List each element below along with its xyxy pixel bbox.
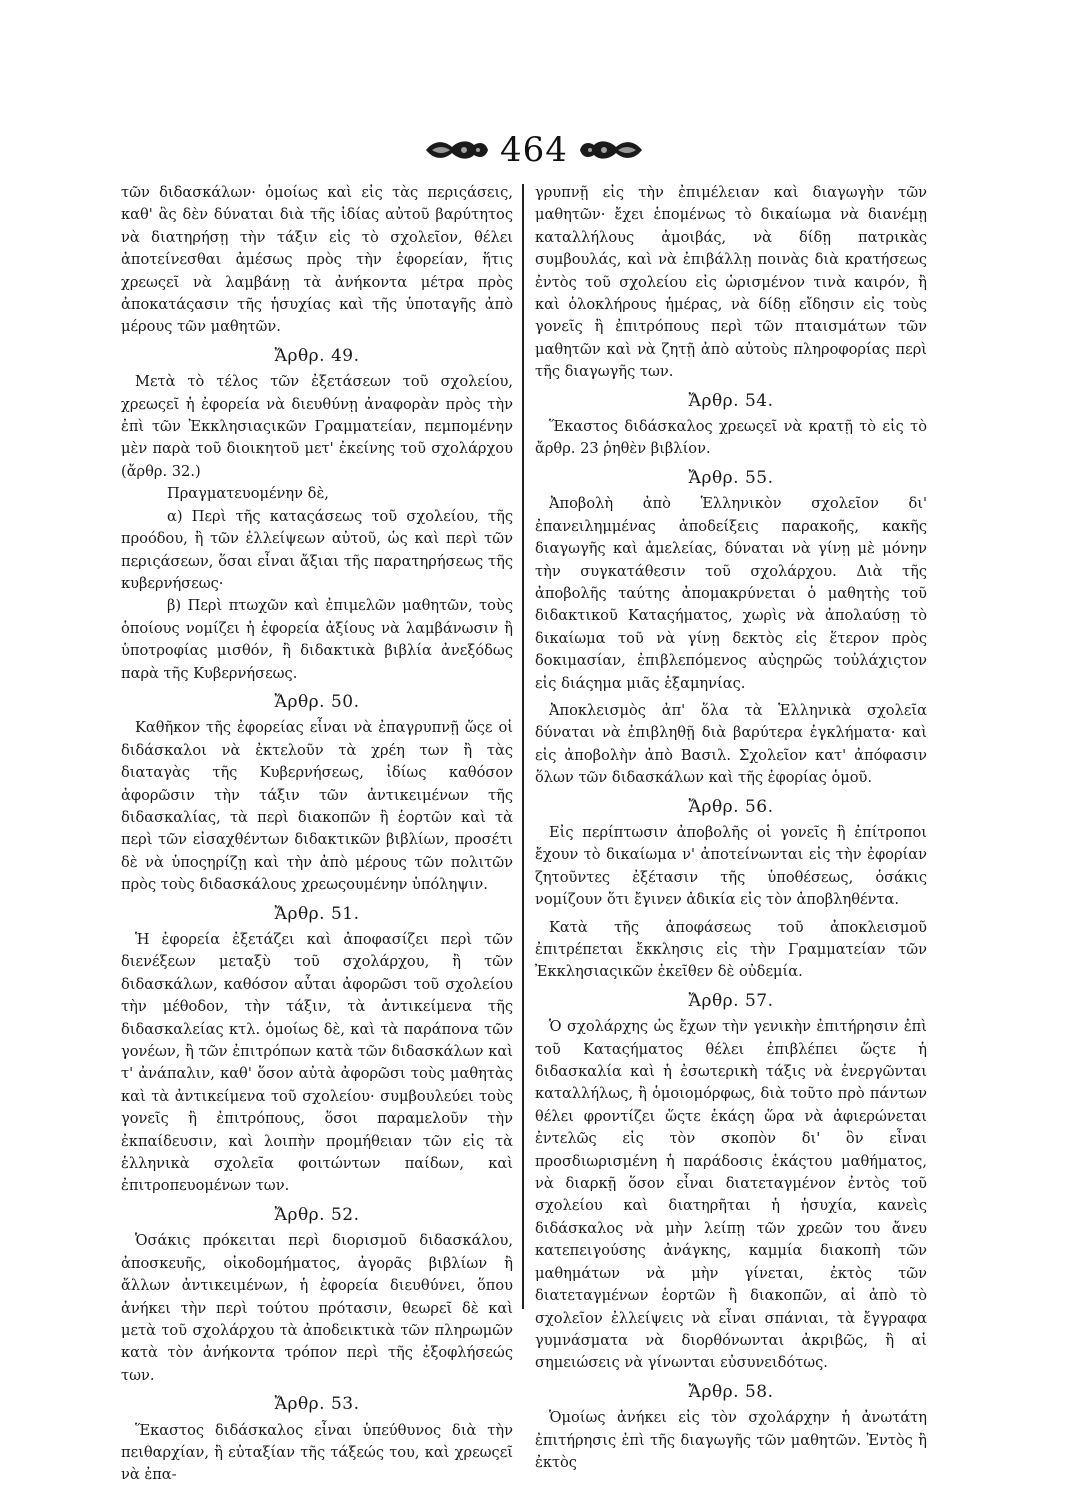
paragraph: Ἀποκλεισμὸς ἀπ' ὅλα τὰ Ἑλληνικὰ σχολεῖα δύναται νὰ ἐπιβληθῇ διὰ βαρύτερα ἐγκλήματα· καὶ εἰς ἀποβολὴν ἀπὸ Βασιλ. Σχολεῖον κατ' ἀπόφασιν ὅλων τῶν διδασκάλων καὶ τῆς ἐφορίας ὁμοῦ. xyxy=(535,701,927,787)
paragraph: Εἰς περίπτωσιν ἀποβολῆς οἱ γονεῖς ἢ ἐπίτροποι ἔχουν τὸ δικαίωμα ν' ἀποτείνωνται εἰς τὴν ἐφορίαν ζητοῦντες ἐξέτασιν τῆς ὑποθέσεως, ὁσάκις νομίζουν ὅτι ἔγινεν ἀδικία εἰς τὸν ἀποβληθέντα. xyxy=(535,823,927,909)
list-item: α) Περὶ τῆς καταςάσεως τοῦ σχολείου, τῆς προόδου, ἢ τῶν ἐλλείψεων αὐτοῦ, ὡς καὶ περὶ τῶν περιςάσεων, ὅσαι εἶναι ἄξιαι τῆς παρατηρήσεως τῆς κυβερνήσεως· xyxy=(121,507,513,592)
left-ornament-icon xyxy=(424,137,490,163)
paragraph: τῶν διδασκάλων· ὁμοίως καὶ εἰς τὰς περιςάσεις, καθ' ἃς δὲν δύναται διὰ τῆς ἰδίας αὐτοῦ βαρύτητος νὰ διατηρήσῃ τὴν τάξιν εἰς τὸ σχολεῖον, θέλει ἀποτείνεσθαι ἀμέσως πρὸς τὴν ἐφορείαν, ἥτις χρεωςεῖ νὰ λαμβάνῃ τὰ ἀνήκοντα μέτρα πρὸς ἀποκατάςασιν τῆς ἡσυχίας καὶ τῆς ὑποταγῆς ἀπὸ μέρους τῶν μαθητῶν. xyxy=(121,184,513,336)
article-heading: Ἄρθρ. 49. xyxy=(274,345,360,366)
article-heading: Ἄρθρ. 55. xyxy=(688,467,774,488)
paragraph: Ὁσάκις πρόκειται περὶ διορισμοῦ διδασκάλου, ἀποσκευῆς, οἰκοδομήματος, ἀγορᾶς βιβλίων ἢ ἄλλων ἀντικειμένων, ἡ ἐφορεία διευθύνει, ὅπου ἀνήκει τὴν περὶ τούτου πρότασιν, θεωρεῖ δὲ καὶ μετὰ τοῦ σχολάρχου τὰ ἀποδεικτικὰ τῶν πληρωμῶν κατὰ τὸν ἀνήκοντα τρόπον περὶ τῆς ἐξοφλήσεώς των. xyxy=(121,1232,513,1384)
paragraph: γρυπνῇ εἰς τὴν ἐπιμέλειαν καὶ διαγωγὴν τῶν μαθητῶν· ἔχει ἑπομένως τὸ δικαίωμα νὰ διανέμῃ καταλλήλους ἀμοιβάς, νὰ δίδῃ πατρικὰς συμβουλάς, καὶ νὰ ἐπιβάλλῃ ποινὰς διὰ κρατήσεως ἐντὸς τοῦ σχολείου εἰς ὡρισμένον τινὰ καιρόν, ἢ καὶ ὁλοκλήρους ἡμέρας, νὰ δίδῃ εἴδησιν εἰς τοὺς γονεῖς ἢ ἐπιτρόπους περὶ τῶν πταισμάτων τῶν μαθητῶν καὶ νὰ ζητῇ ἀπὸ αὐτοὺς πληροφορίας περὶ τῆς διαγωγῆς των. xyxy=(535,184,927,381)
column-divider xyxy=(522,184,524,1309)
article-heading: Ἄρθρ. 54. xyxy=(688,390,774,411)
article-heading: Ἄρθρ. 58. xyxy=(688,1381,774,1402)
left-column xyxy=(121,182,513,1487)
paragraph: Ἕκαστος διδάσκαλος χρεωςεῖ νὰ κρατῇ τὸ εἰς τὸ ἄρθρ. 23 ῥηθὲν βιβλίον. xyxy=(535,418,927,458)
page-header xyxy=(0,128,1068,172)
paragraph: Ὁμοίως ἀνήκει εἰς τὸν σχολάρχην ἡ ἀνωτάτη ἐπιτήρησις ἐπὶ τῆς διαγωγῆς τῶν μαθητῶν. Ἐντὸς ἢ ἐκτὸς xyxy=(535,1409,927,1471)
article-heading: Ἄρθρ. 50. xyxy=(274,691,360,712)
paragraph: Κατὰ τῆς ἀποφάσεως τοῦ ἀποκλεισμοῦ ἐπιτρέπεται ἔκκλησις εἰς τὴν Γραμματείαν τῶν Ἐκκλησιαςικῶν ἐκεῖθεν δὲ οὐδεμία. xyxy=(535,918,927,981)
list-item: β) Περὶ πτωχῶν καὶ ἐπιμελῶν μαθητῶν, τοὺς ὁποίους νομίζει ἡ ἐφορεία ἀξίους νὰ λαμβάνωσιν ἢ ὑποτροφίας μισθόν, ἢ διδακτικὰ βιβλία ἀνεξόδως παρὰ τῆς Κυβερνήσεως. xyxy=(121,597,513,682)
page-number: 464 xyxy=(500,130,568,170)
paragraph: Ἕκαστος διδάσκαλος εἶναι ὑπεύθυνος διὰ τὴν πειθαρχίαν, ἢ εὐταξίαν τῆς τάξεώς του, καὶ χρεωςεῖ νὰ ἐπα- xyxy=(121,1421,513,1484)
article-heading: Ἄρθρ. 56. xyxy=(688,796,774,817)
right-column xyxy=(535,182,927,1474)
paragraph: Πραγματευομένην δὲ, xyxy=(167,485,329,503)
article-heading: Ἄρθρ. 52. xyxy=(274,1204,360,1225)
article-heading: Ἄρθρ. 53. xyxy=(274,1394,360,1415)
paragraph: Μετὰ τὸ τέλος τῶν ἐξετάσεων τοῦ σχολείου, χρεωςεῖ ἡ ἐφορεία νὰ διευθύνῃ ἀναφορὰν πρὸς τὴν ἐπὶ τῶν Ἐκκλησιαςικῶν Γραμματείαν, πεμπομένην μὲν παρὰ τοῦ διοικητοῦ μετ' ἐκείνης τοῦ σχολάρχου (ἄρθρ. 32.) xyxy=(121,373,513,480)
paragraph: Ἀποβολὴ ἀπὸ Ἑλληνικὸν σχολεῖον δι' ἐπανειλημμένας ἀποδείξεις παρακοῆς, κακῆς διαγωγῆς καὶ ἀμελείας, δύναται νὰ γίνῃ μὲ μόνην τὴν συγκατάθεσιν τοῦ σχολάρχου. Διὰ τῆς ἀποβολῆς ταύτης ἀπομακρύνεται ὁ μαθητὴς τοῦ διδακτικοῦ Καταςήματος, χωρὶς νὰ ἀπολαύσῃ τὸ δικαίωμα τοῦ νὰ γίνῃ δεκτὸς εἰς ἕτερον πρὸς δοκιμασίαν, ἐπιβλεπόμενος αὐςηρῶς τοὐλάχιςτον εἰς διάςημα μιᾶς ἑξαμηνίας. xyxy=(535,495,927,692)
paragraph: Ὁ σχολάρχης ὡς ἔχων τὴν γενικὴν ἐπιτήρησιν ἐπὶ τοῦ Καταςήματος θέλει ἐπιβλέπει ὥςτε ἡ διδασκαλία καὶ ἡ ἐσωτερικὴ τάξις νὰ ἐνεργῶνται καταλλήλως, ἢ ὁμοιομόρφως, διὰ τοῦτο πρὸ πάντων θέλει φροντίζει ὥςτε ἑκάςη ὥρα νὰ ἀφιερώνεται ἐντελῶς εἰς τὸν σκοπὸν δι' ὃν εἶναι προσδιωρισμένη ἡ παράδοσις ἑκάςτου μαθήματος, νὰ διαρκῇ ὅσον εἶναι διατεταγμένον ἐντὸς τοῦ σχολείου καὶ διατηρῆται ἡ ἡσυχία, κανεὶς διδάσκαλος νὰ μὴν λείπῃ τῶν χρεῶν του ἄνευ κατεπειγούσης ἀνάγκης, καμμία διακοπὴ τῶν μαθημάτων νὰ μὴν γίνεται, ἐκτὸς τῶν διατεταγμένων ἑορτῶν ἢ διακοπῶν, αἱ ἀπὸ τὸ σχολεῖον ἐλλείψεις νὰ εἶναι σπάνιαι, τὰ ἔγγραφα γυμνάσματα νὰ διορθόνωνται ἀκριβῶς, ἢ αἱ σημειώσεις νὰ γίνωνται εὐσυνειδότως. xyxy=(535,1018,927,1372)
article-heading: Ἄρθρ. 57. xyxy=(688,990,774,1011)
article-heading: Ἄρθρ. 51. xyxy=(274,903,360,924)
paragraph: Καθῆκον τῆς ἐφορείας εἶναι νὰ ἐπαγρυπνῇ ὥςε οἱ διδάσκαλοι νὰ ἐκτελοῦν τὰ χρέη των ἢ τὰς διαταγὰς τῆς Κυβερνήσεως, ἰδίως καθόσον ἀφορῶσιν τὴν τάξιν τῶν ἀντικειμένων τῆς διδασκαλίας, τὰ περὶ διακοπῶν ἢ ἑορτῶν καὶ τὰ περὶ τῶν εἰσαχθέντων διδακτικῶν βιβλίων, προσέτι δὲ νὰ ὑποςηρίζῃ καὶ τὴν ἀπὸ μέρους τῶν πολιτῶν πρὸς τοὺς διδασκάλους χρεωςουμένην ὑπόληψιν. xyxy=(121,719,513,894)
right-ornament-icon xyxy=(578,137,644,163)
paragraph: Ἡ ἐφορεία ἐξετάζει καὶ ἀποφασίζει περὶ τῶν διενέξεων μεταξὺ τοῦ σχολάρχου, ἢ τῶν διδασκάλων, καθόσον αὗται ἀφορῶσι τοῦ σχολείου τὴν μέθοδον, τὴν τάξιν, τὰ ἀντικείμενα τῆς διδασκαλείας κτλ. ὁμοίως δὲ, καὶ τὰ παράπονα τῶν γονέων, ἢ τῶν ἐπιτρόπων κατὰ τῶν διδασκάλων καὶ τ' ἀνάπαλιν, καθ' ὅσον αὐτὰ ἀφορῶσι τοὺς μαθητὰς καὶ τὰ ἀντικείμενα τοῦ σχολείου· συμβουλεύει τοὺς γονεῖς ἢ ἐπιτρόπους, ὅσοι παραμελοῦν τὴν ἐκπαίδευσιν, καὶ λοιπὴν προμήθειαν τῶν εἰς τὰ ἑλληνικὰ σχολεῖα φοιτώντων παίδων, καὶ ἐπιτροπευομένων των. xyxy=(121,931,513,1195)
